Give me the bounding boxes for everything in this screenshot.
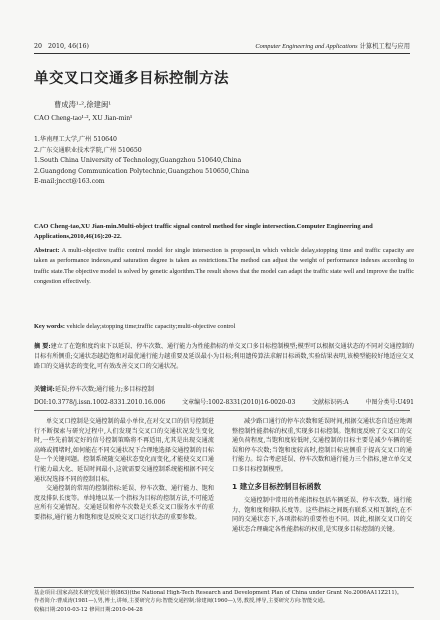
divider — [34, 410, 410, 411]
keywords-en-text: vehicle delay;stopping time;traffic capacity;multi-objective control — [64, 323, 236, 330]
affiliations — [34, 135, 414, 188]
section-heading: 1 建立多目标控制目标函数 — [232, 481, 322, 491]
footnotes — [34, 589, 414, 614]
journal-name-cn: 计算机工程与应用 — [359, 43, 410, 50]
clc-number: 中图分类号:U491 — [365, 399, 414, 406]
abstract-en — [34, 246, 414, 287]
footnote-dates: 收稿日期:2010-03-12 修回日期:2010-04-28 — [34, 606, 143, 613]
paper-title: 单交叉口交通多目标控制方法 — [34, 71, 229, 87]
keywords-cn-text: 延误;停车次数;通行能力;多目标控制 — [54, 386, 154, 393]
doi: DOI:10.3778/j.issn.1002-8331.2010.16.006 — [34, 399, 166, 406]
header-left — [34, 41, 93, 53]
footnote-divider — [34, 587, 414, 588]
abstract-en-text: A multi-objective traffic control model for single intersection is proposed,in which vehicle delay,stopping time and traffic capacity are taken as performance indexes,and saturation degree is taken as restrictions.The method can adjust the weight of performance indexes according to traffic state.The objective model is solved by genetic algorithm.The result shows that the model can adapt the traffic state well and improve the traffic congestion effectively. — [34, 247, 414, 285]
keywords-cn — [34, 385, 414, 395]
abstract-cn-text: 建立了在饱和度约束下以延误、停车次数、通行能力为性能指标的单交叉口多目标控制模型;模型可以根据交通状态的不同对交通控制的目标有所侧重;交通状态越趋饱和对最优通行能力越重要及延误最小为目标;利用遗传算法求解目标函数,实验结果表明,该模型能较好地适应交叉路口的交通状态的变化,可有效改善交叉口的交通状况。 — [34, 343, 414, 371]
running-header — [34, 41, 410, 54]
body-paragraph: 交通控制的常用的控制指标:延误、停车次数、通行能力、饱和度及排队长度等。单纯地以某一个指标为目标的控制方法,不可能适应所有交通情况。交通延误和停车次数是关系交叉口服务水平的重要指标,通行能力和饱和度是反映交叉口运行状态的重要参数。 — [34, 485, 214, 521]
article-number: 文章编号:1002-8331(2010)16-0020-03 — [182, 399, 296, 406]
citation-en: CAO Cheng-tao,XU Jian-min.Multi-object traffic signal control method for single intersection.Computer Engineering and Applications,2010,46(16):20-22. — [34, 223, 373, 240]
authors-en: CAO Cheng-tao¹·², XU Jian-min¹ — [34, 113, 133, 122]
page-number: 20 — [34, 43, 43, 50]
document-code: 文献标识码:A — [312, 399, 349, 406]
affiliation-line: 2.广东交通职业技术学院,广州 510650 — [34, 146, 142, 154]
footnote-funding: 基金项目:国家高技术研究发展计划(863)(the National High-Tech Research and Development Plan of China under Grant No.2006AA11Z211)。 — [34, 590, 403, 596]
abstract-cn-label: 摘 要: — [34, 343, 51, 350]
body-paragraph: 交通控制中常用的性能指标包括车辆延误、停车次数、通行能力、饱和度和排队长度等。这些指标之间既有联系又相互制约,在不同的交通状态下,各项指标的重要性也不同。因此,根据交叉口的交通状态合理确定各性能指标的权重,是实现多目标控制的关键。 — [232, 497, 412, 533]
affiliation-line: 1.South China University of Technology,Guangzhou 510640,China — [34, 157, 242, 165]
authors-cn: 曹成涛¹·²,徐建闽¹ — [54, 100, 112, 109]
keywords-cn-label: 关键词: — [34, 386, 55, 393]
footnote-author-bio: 作者简介:曹成涛(1981—),男,博士,讲师,主要研究方向:智能交通控制;徐建闽(1960—),男,教授,博导,主要研究方向:智能交通。 — [34, 598, 329, 605]
abstract-en-label: Abstract: — [34, 247, 60, 254]
journal-name: Computer Engineering and Applications — [255, 43, 358, 50]
identifiers — [34, 398, 414, 408]
abstract-cn — [34, 342, 414, 373]
affiliation-line: 2.Guangdong Communication Polytechnic,Guangzhou 510650,China — [34, 167, 250, 175]
affiliation-line: 1.华南理工大学,广州 510640 — [34, 136, 117, 143]
keywords-en-label: Key words: — [34, 323, 65, 330]
body-column-right — [232, 417, 412, 582]
issue-info: 2010, 46(16) — [48, 43, 89, 50]
body-paragraph: 单交叉口控制是交通控制的最小单位,在对交叉口的信号控制进行不断探索与研究过程中,人们发现当交叉口的交通状况发生变化时,一些先前制定好的信号控制策略将不再适用,尤其是出现交通流高峰或拥堵时,如何能在不同交通状况下合理地选择交通控制的目标是一个关键问题。控制系统随交通状态变化而变化,才能使交叉口通行能力最大化、延误时间最小,这就需要交通控制系统能根据不同交通状况选择不同的控制目标。 — [34, 418, 214, 483]
header-right — [255, 41, 410, 53]
keywords-en — [34, 322, 414, 332]
body-paragraph: 减少路口通行的停车次数和延误时间,根据交通状态自适应地调整控制性能指标的权重,实现多目标控制。饱和度反映了交叉口的交通负荷程度,当饱和度较低时,交通控制的目标主要是减少车辆的延误和停车次数;当饱和度较高时,控制目标应侧重于提高交叉口的通行能力。综合考虑延误、停车次数和通行能力三个指标,建立单交叉口多目标控制模型。 — [232, 418, 412, 473]
email: E-mail:jncct@163.com — [34, 178, 105, 186]
body-column-left — [34, 417, 214, 587]
